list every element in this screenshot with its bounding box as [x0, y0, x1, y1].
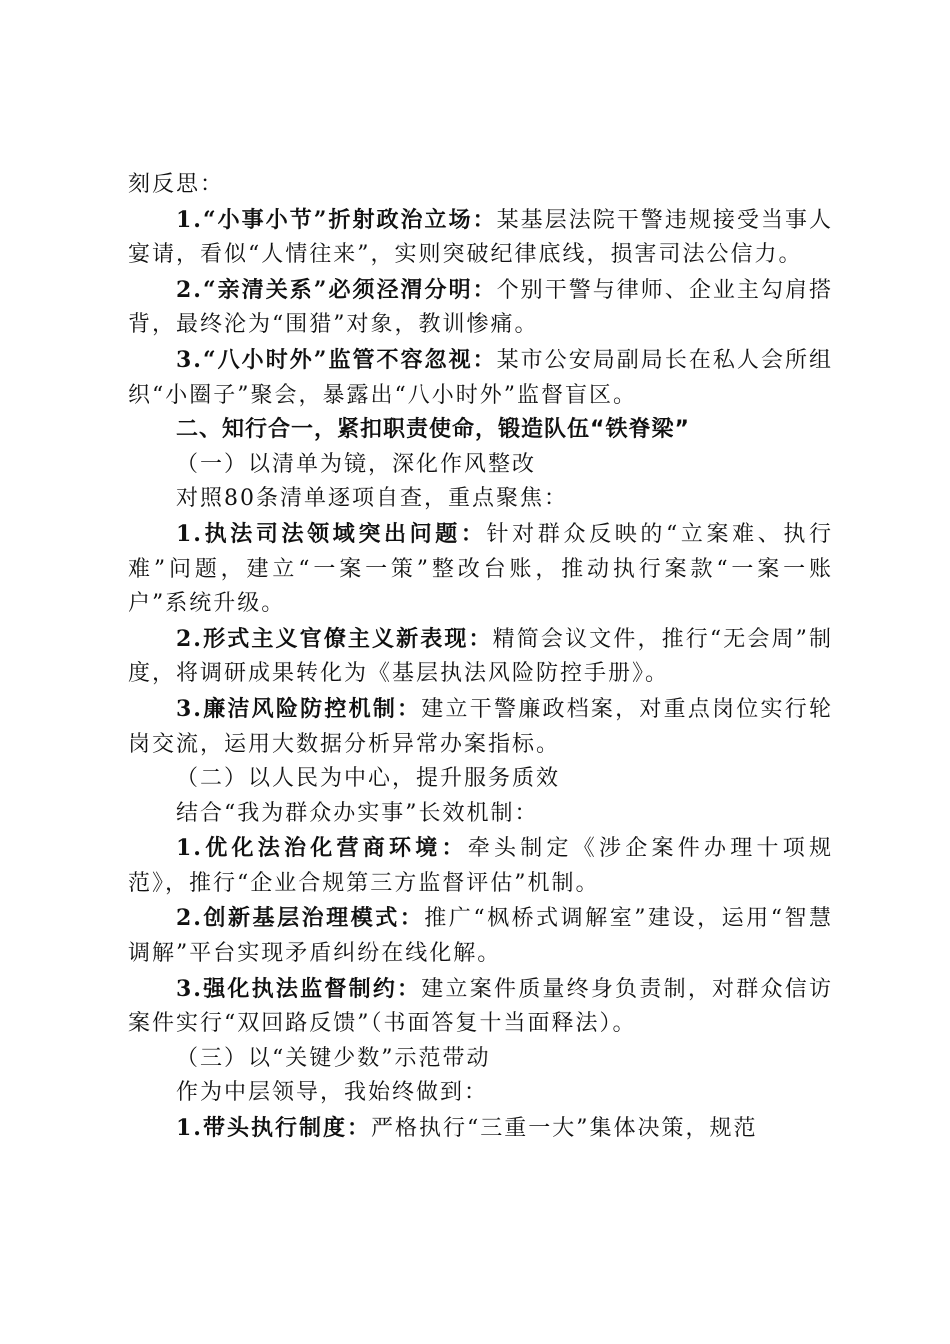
- section-heading: 二、知行合一，紧扣职责使命，锻造队伍“铁脊梁”: [176, 417, 690, 443]
- list-item-title: 1.带头执行制度：: [176, 1115, 371, 1142]
- list-item-text: 建立案件质量终身负责制，对群众信访案件实行“双回路反馈”（书面答复十当面释法）。: [128, 976, 833, 1037]
- paragraph-text: 作为中层领导，我始终做到：: [176, 1080, 489, 1106]
- list-item-text: 个别干警与律师、企业主勾肩搭背，最终沦为“围猎”对象，教训惨痛。: [128, 277, 833, 338]
- list-item-title: 2.形式主义官僚主义新表现：: [176, 625, 493, 652]
- list-item: [128, 622, 833, 692]
- list-item-text: 某市公安局副局长在私人会所组织“小圈子”聚会，暴露出“八小时外”监督盲区。: [128, 347, 833, 408]
- list-item-title: 1.“小事小节”折射政治立场：: [176, 206, 497, 233]
- paragraph-text: 结合“我为群众办实事”长效机制：: [176, 800, 539, 826]
- list-item-title: 1.优化法治化营商环境：: [176, 835, 468, 862]
- list-item: [128, 692, 833, 762]
- list-item-text: 严格执行“三重一大”集体决策，规范: [370, 1116, 758, 1142]
- list-item-title: 3.“八小时外”监管不容忽视：: [176, 346, 497, 373]
- list-item-text: 针对群众反映的“立案难、执行难”问题，建立“一案一策”整改台账，推动执行案款“一案一账户”系统升级。: [128, 521, 834, 617]
- list-item-text: 推广“枫桥式调解室”建设，运用“智慧调解”平台实现矛盾纠纷在线化解。: [128, 906, 833, 967]
- list-item: [128, 901, 833, 971]
- subsection-heading: （一）以清单为镜，深化作风整改: [176, 451, 537, 477]
- list-item-title: 3.强化执法监督制约：: [176, 975, 422, 1002]
- paragraph-text: 刻反思：: [128, 172, 225, 197]
- list-item: [128, 273, 833, 343]
- list-item-title: 3.廉洁风险防控机制：: [176, 695, 422, 722]
- list-item-text: 某基层法院干警违规接受当事人宴请，看似“人情往来”，实则突破纪律底线，损害司法公信力。: [128, 207, 833, 268]
- paragraph-text: 对照80条清单逐项自查，重点聚焦：: [176, 486, 568, 512]
- list-item-text: 精简会议文件，推行“无会周”制度，将调研成果转化为《基层执法风险防控手册》。: [128, 626, 833, 687]
- list-item: [128, 203, 833, 273]
- list-item-title: 2.创新基层治理模式：: [176, 905, 425, 932]
- list-item: [128, 343, 833, 413]
- paragraph-continuation: [128, 168, 833, 203]
- list-item: [128, 517, 833, 622]
- list-item-text: 建立干警廉政档案，对重点岗位实行轮岗交流，运用大数据分析异常办案指标。: [128, 696, 833, 757]
- document-body: [128, 168, 833, 1147]
- list-item: [128, 831, 833, 901]
- list-item-title: 1.执法司法领域突出问题：: [176, 520, 487, 547]
- list-item: [128, 972, 833, 1042]
- list-item: [128, 1111, 833, 1147]
- list-item-title: 2.“亲清关系”必须泾渭分明：: [176, 276, 497, 303]
- subsection-heading: （二）以人民为中心，提升服务质效: [176, 766, 561, 792]
- subsection-heading: （三）以“关键少数”示范带动: [176, 1045, 491, 1071]
- list-item-text: 牵头制定《涉企案件办理十项规范》，推行“企业合规第三方监督评估”机制。: [128, 836, 833, 896]
